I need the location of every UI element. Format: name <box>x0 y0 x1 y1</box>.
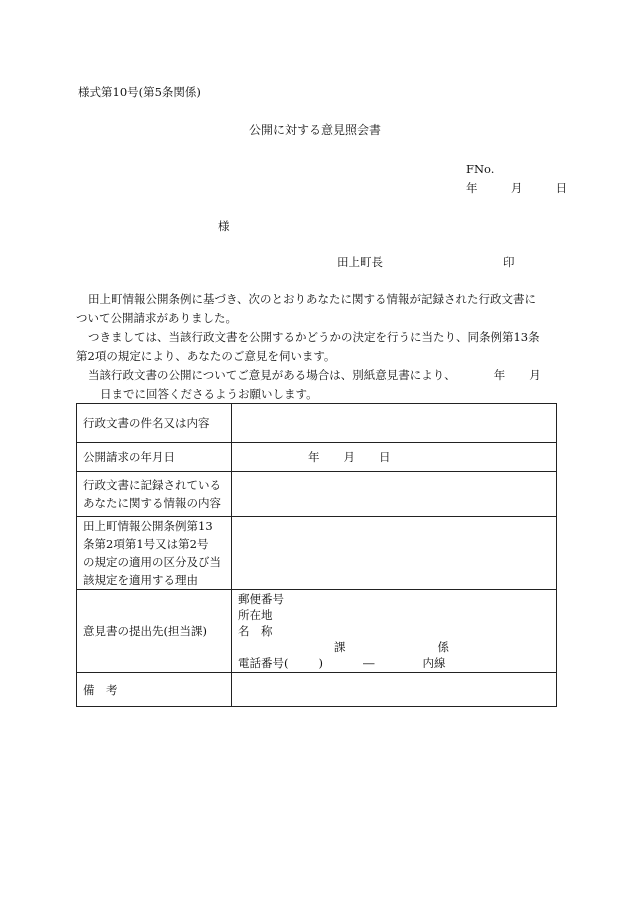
addressee-suffix: 様 <box>218 219 230 233</box>
table-row <box>77 673 557 707</box>
remarks-field <box>232 673 557 707</box>
submission-destination-field <box>232 590 557 673</box>
section-label: 課 <box>334 640 346 654</box>
paragraph-3-line-1 <box>76 366 556 385</box>
paragraph-2-line-1: つきましては、当該行政文書を公開するかどうかの決定を行うに当たり、同条例第13条 <box>88 330 540 344</box>
submission-destination-label: 意見書の提出先(担当課) <box>77 590 232 673</box>
document-title: 公開に対する意見照会書 <box>248 123 381 137</box>
paragraph-3-line-1-text: 当該行政文書の公開についてご意見がある場合は、別紙意見書により、 <box>88 368 456 382</box>
request-date-field <box>232 443 557 472</box>
postal-code-label: 郵便番号 <box>238 592 284 606</box>
table-row <box>77 443 557 472</box>
paragraph-1 <box>76 290 556 328</box>
extension-label: 内線 <box>422 656 446 670</box>
paragraph-3 <box>76 366 556 404</box>
request-year: 年 <box>308 450 320 464</box>
paragraph-1-line-2: ついて公開請求がありました。 <box>76 311 237 325</box>
table-row <box>77 404 557 443</box>
date-year: 年 <box>466 181 478 195</box>
ordinance-clause-field <box>232 517 557 590</box>
paragraph-3-month: 月 <box>529 368 541 382</box>
date-line <box>466 180 567 196</box>
document-subject-label: 行政文書の件名又は内容 <box>77 404 232 443</box>
ordinance-clause-label-line-2: 条第2項第1号又は第2号 <box>83 537 209 551</box>
paragraph-2 <box>76 328 556 366</box>
paragraph-2-line-2: 第2項の規定により、あなたのご意見を伺います。 <box>76 349 336 363</box>
sender-name: 田上町長 <box>337 255 383 269</box>
document-subject-field <box>232 404 557 443</box>
date-day: 日 <box>555 181 568 195</box>
recorded-info-label-line-2: あなたに関する情報の内容 <box>83 496 221 510</box>
table-row <box>77 517 557 590</box>
ordinance-clause-label <box>77 517 232 590</box>
recorded-info-label-line-1: 行政文書に記録されている <box>83 478 221 492</box>
request-date-label: 公開請求の年月日 <box>77 443 232 472</box>
paragraph-1-line-1: 田上町情報公開条例に基づき、次のとおりあなたに関する情報が記録された行政文書に <box>88 292 537 306</box>
paragraph-3-line-2: 日までに回答くださるようお願いします。 <box>100 387 318 401</box>
ordinance-clause-label-line-3: の規定の適用の区分及び当 <box>83 555 221 569</box>
subsection-label: 係 <box>437 640 449 654</box>
recorded-info-field <box>232 472 557 517</box>
seal-mark: 印 <box>503 255 515 269</box>
request-month: 月 <box>343 450 355 464</box>
date-month: 月 <box>510 181 523 195</box>
section-line <box>238 639 550 655</box>
name-label: 名 称 <box>238 624 273 638</box>
info-table <box>76 403 557 707</box>
remarks-label: 備 考 <box>77 673 232 707</box>
file-number: FNo. <box>466 162 495 176</box>
paragraph-3-year: 年 <box>493 368 506 382</box>
ordinance-clause-label-line-4: 該規定を適用する理由 <box>83 573 198 587</box>
phone-close-paren: ) <box>318 656 323 670</box>
phone-line <box>238 655 550 671</box>
request-day: 日 <box>379 450 391 464</box>
form-number: 様式第10号(第5条関係) <box>78 85 201 99</box>
address-label: 所在地 <box>238 608 273 622</box>
recorded-info-label <box>77 472 232 517</box>
table-row <box>77 590 557 673</box>
table-row <box>77 472 557 517</box>
phone-label: 電話番号( <box>238 656 289 670</box>
phone-dash: ― <box>363 656 375 670</box>
ordinance-clause-label-line-1: 田上町情報公開条例第13 <box>83 519 213 533</box>
